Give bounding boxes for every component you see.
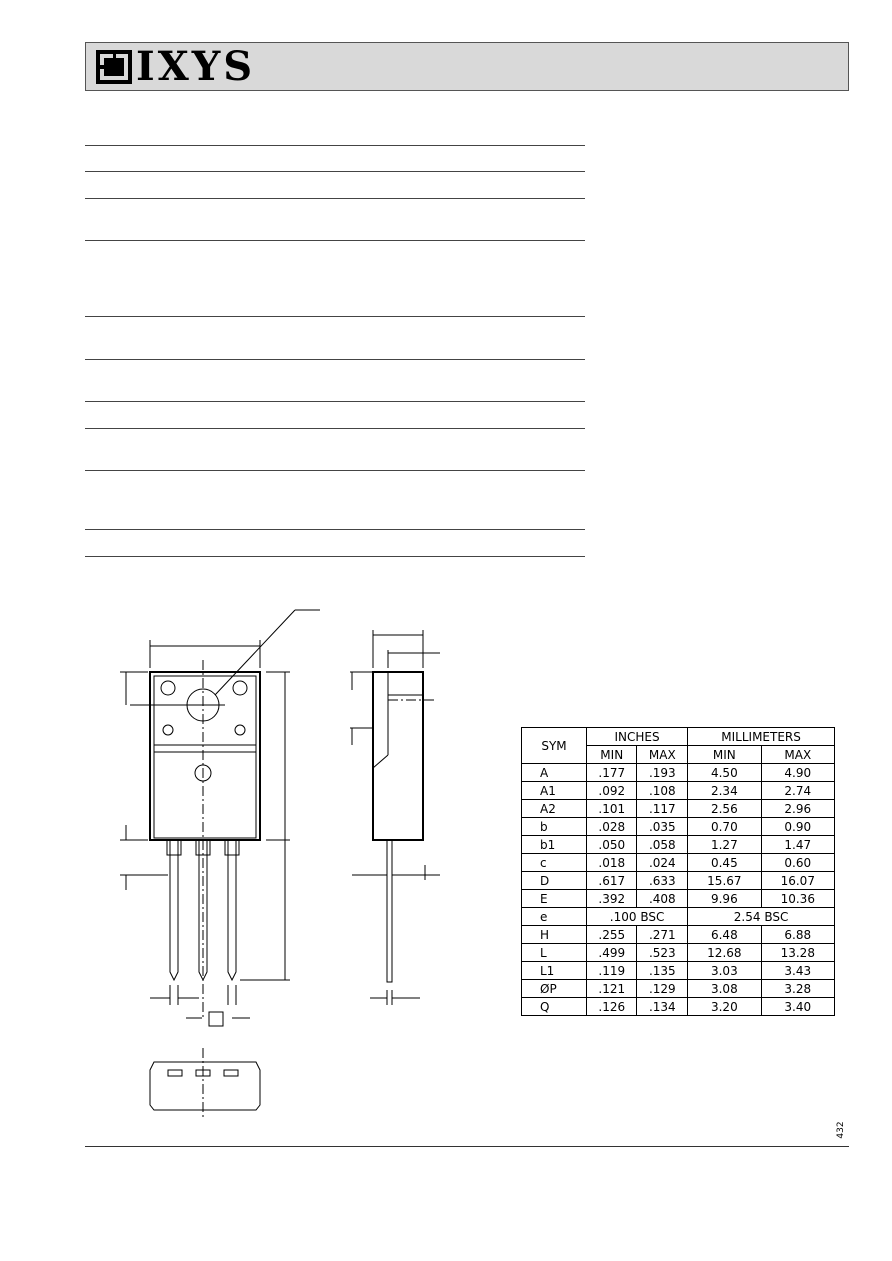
inches-max-cell: .058 bbox=[637, 836, 688, 854]
inches-min-cell: .050 bbox=[586, 836, 637, 854]
mm-min-cell: 6.48 bbox=[688, 926, 761, 944]
mm-min-cell: 3.03 bbox=[688, 962, 761, 980]
mm-max-cell: 3.40 bbox=[761, 998, 834, 1016]
table-row bbox=[522, 962, 835, 980]
section-rule bbox=[85, 401, 585, 402]
inches-min-cell: .126 bbox=[586, 998, 637, 1016]
package-outline-drawing bbox=[90, 600, 440, 1120]
table-row bbox=[522, 944, 835, 962]
mm-min-cell: 2.34 bbox=[688, 782, 761, 800]
sym-header: SYM bbox=[522, 728, 587, 764]
section-rule bbox=[85, 198, 585, 199]
mm-min-cell: 2.56 bbox=[688, 800, 761, 818]
mm-max-cell: 0.90 bbox=[761, 818, 834, 836]
inches-max-cell: .108 bbox=[637, 782, 688, 800]
inches-min-cell: .177 bbox=[586, 764, 637, 782]
sym-cell: ØP bbox=[522, 980, 587, 998]
table-row bbox=[522, 980, 835, 998]
mm-max-cell: 0.60 bbox=[761, 854, 834, 872]
inches-max-cell: .633 bbox=[637, 872, 688, 890]
mm-min-cell: 9.96 bbox=[688, 890, 761, 908]
inches-min-cell: .255 bbox=[586, 926, 637, 944]
sym-cell: A2 bbox=[522, 800, 587, 818]
sym-cell: b bbox=[522, 818, 587, 836]
mm-max-cell: 3.28 bbox=[761, 980, 834, 998]
table-row bbox=[522, 782, 835, 800]
inches-max-cell: .408 bbox=[637, 890, 688, 908]
mm-max-cell: 2.74 bbox=[761, 782, 834, 800]
inches-max-cell: .035 bbox=[637, 818, 688, 836]
mm-min-cell: 12.68 bbox=[688, 944, 761, 962]
mm-max-header: MAX bbox=[761, 746, 834, 764]
sym-cell: Q bbox=[522, 998, 587, 1016]
inches-min-cell: .119 bbox=[586, 962, 637, 980]
table-row bbox=[522, 836, 835, 854]
mm-max-cell: 2.96 bbox=[761, 800, 834, 818]
inches-max-cell: .134 bbox=[637, 998, 688, 1016]
inches-min-cell: .499 bbox=[586, 944, 637, 962]
section-rule bbox=[85, 529, 585, 530]
table-row bbox=[522, 872, 835, 890]
footer-rule bbox=[85, 1146, 849, 1147]
inches-bsc-cell: .100 BSC bbox=[586, 908, 687, 926]
inches-min-cell: .018 bbox=[586, 854, 637, 872]
sym-cell: E bbox=[522, 890, 587, 908]
mm-min-cell: 15.67 bbox=[688, 872, 761, 890]
table-row bbox=[522, 890, 835, 908]
table-row bbox=[522, 854, 835, 872]
side-view bbox=[350, 630, 440, 1005]
sym-cell: H bbox=[522, 926, 587, 944]
table-row bbox=[522, 908, 835, 926]
dimension-rows bbox=[522, 764, 835, 1016]
mm-min-cell: 0.45 bbox=[688, 854, 761, 872]
mm-max-cell: 13.28 bbox=[761, 944, 834, 962]
brand-name: IXYS bbox=[136, 43, 256, 90]
sym-cell: D bbox=[522, 872, 587, 890]
mm-min-header: MIN bbox=[688, 746, 761, 764]
section-rule bbox=[85, 359, 585, 360]
mm-max-cell: 16.07 bbox=[761, 872, 834, 890]
inches-max-cell: .193 bbox=[637, 764, 688, 782]
mm-max-cell: 4.90 bbox=[761, 764, 834, 782]
inches-min-cell: .617 bbox=[586, 872, 637, 890]
inches-max-cell: .129 bbox=[637, 980, 688, 998]
dimension-table bbox=[521, 727, 835, 1016]
table-row bbox=[522, 998, 835, 1016]
mm-min-cell: 3.20 bbox=[688, 998, 761, 1016]
section-rule bbox=[85, 316, 585, 317]
mm-max-cell: 3.43 bbox=[761, 962, 834, 980]
table-row bbox=[522, 926, 835, 944]
inches-min-cell: .121 bbox=[586, 980, 637, 998]
in-min-header: MIN bbox=[586, 746, 637, 764]
mm-max-cell: 1.47 bbox=[761, 836, 834, 854]
inches-min-cell: .101 bbox=[586, 800, 637, 818]
table-row bbox=[522, 818, 835, 836]
inches-min-cell: .092 bbox=[586, 782, 637, 800]
sym-cell: A bbox=[522, 764, 587, 782]
ixys-logo-icon bbox=[96, 50, 132, 84]
front-view bbox=[120, 610, 320, 1120]
inches-max-cell: .135 bbox=[637, 962, 688, 980]
in-max-header: MAX bbox=[637, 746, 688, 764]
section-rule bbox=[85, 470, 585, 471]
table-row bbox=[522, 800, 835, 818]
mm-min-cell: 4.50 bbox=[688, 764, 761, 782]
mm-min-cell: 3.08 bbox=[688, 980, 761, 998]
table-header-row bbox=[522, 728, 835, 746]
inches-max-cell: .523 bbox=[637, 944, 688, 962]
sym-cell: c bbox=[522, 854, 587, 872]
table-row bbox=[522, 764, 835, 782]
mm-max-cell: 6.88 bbox=[761, 926, 834, 944]
inches-header: INCHES bbox=[586, 728, 687, 746]
millimeters-header: MILLIMETERS bbox=[688, 728, 835, 746]
mm-max-cell: 10.36 bbox=[761, 890, 834, 908]
inches-min-cell: .392 bbox=[586, 890, 637, 908]
section-rule bbox=[85, 145, 585, 146]
inches-max-cell: .271 bbox=[637, 926, 688, 944]
section-rule bbox=[85, 240, 585, 241]
sym-cell: L1 bbox=[522, 962, 587, 980]
sym-cell: b1 bbox=[522, 836, 587, 854]
sym-cell: A1 bbox=[522, 782, 587, 800]
sym-cell: L bbox=[522, 944, 587, 962]
mm-min-cell: 0.70 bbox=[688, 818, 761, 836]
mm-min-cell: 1.27 bbox=[688, 836, 761, 854]
mm-bsc-cell: 2.54 BSC bbox=[688, 908, 835, 926]
page-number: 432 bbox=[836, 1121, 846, 1139]
inches-max-cell: .117 bbox=[637, 800, 688, 818]
section-rule bbox=[85, 556, 585, 557]
inches-max-cell: .024 bbox=[637, 854, 688, 872]
sym-cell: e bbox=[522, 908, 587, 926]
section-rule bbox=[85, 171, 585, 172]
section-rule bbox=[85, 428, 585, 429]
inches-min-cell: .028 bbox=[586, 818, 637, 836]
